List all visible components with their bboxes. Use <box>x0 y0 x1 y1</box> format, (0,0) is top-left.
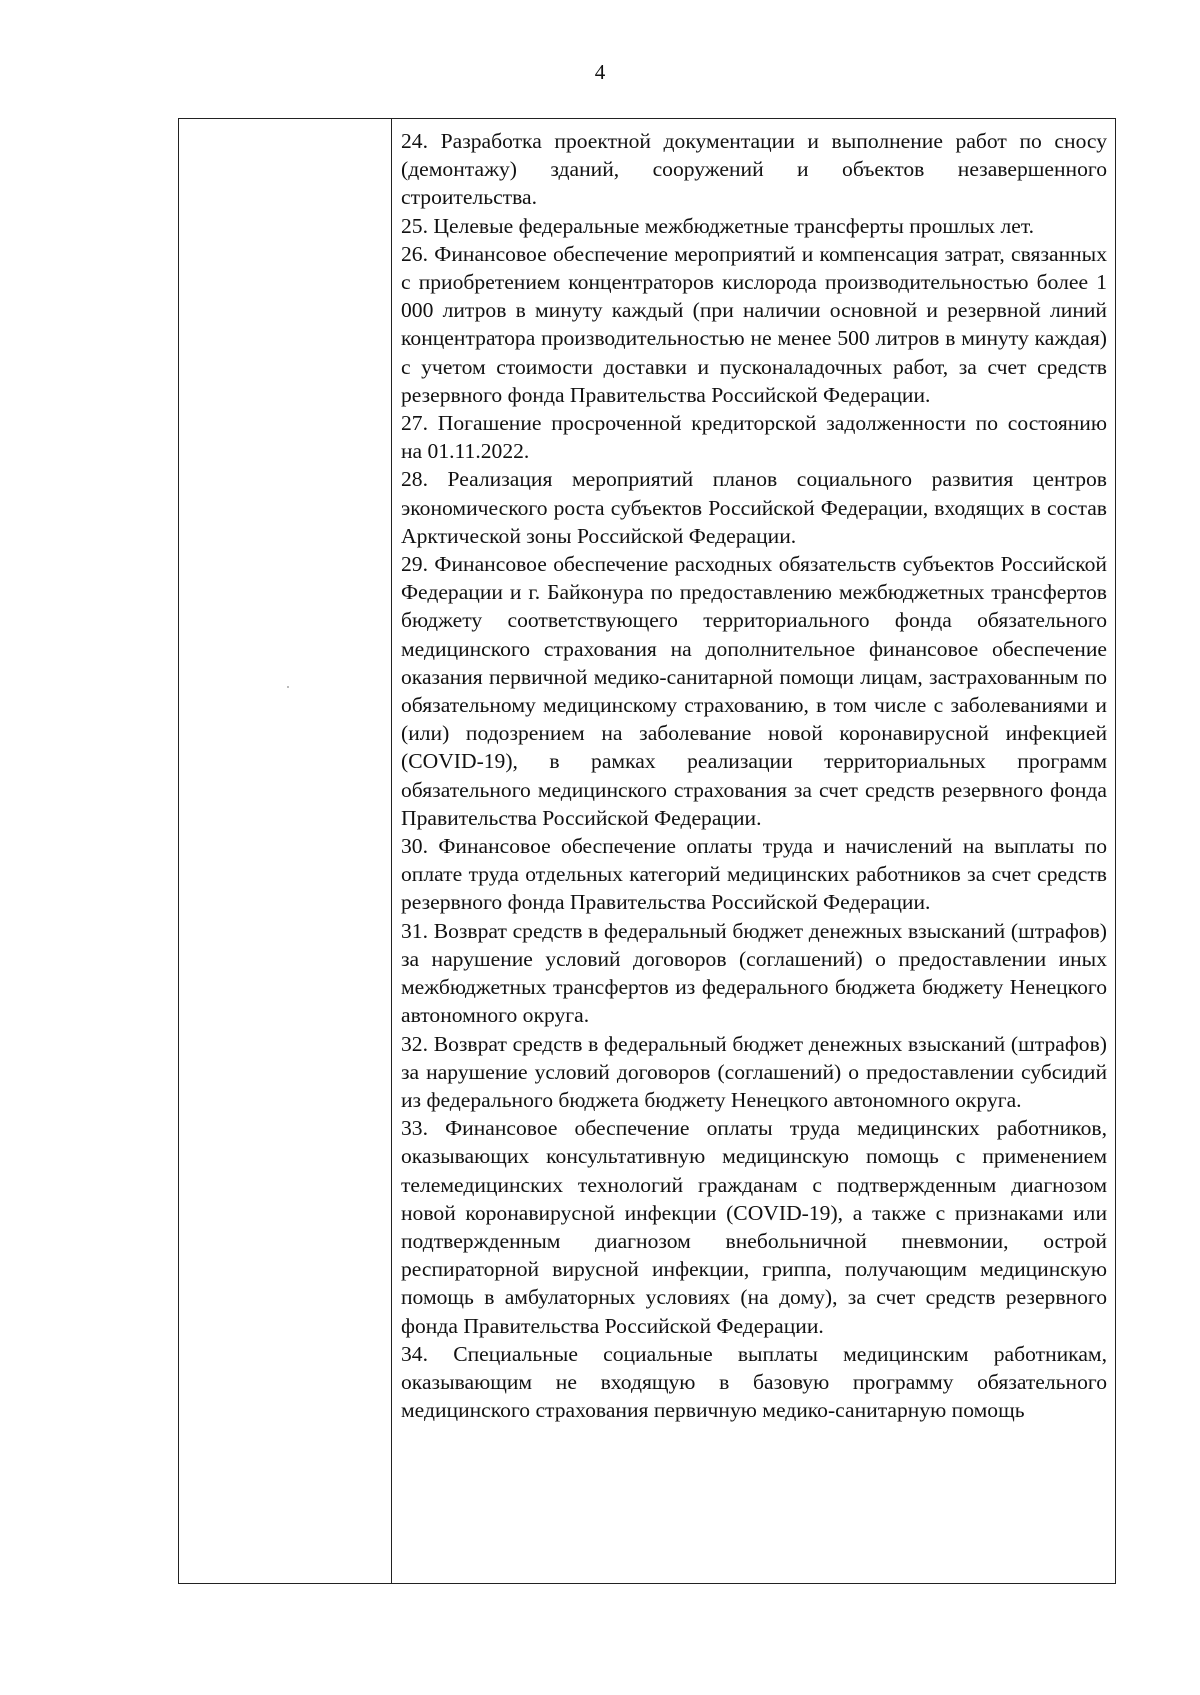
scan-speck <box>287 686 289 688</box>
table-right-column <box>392 119 1115 1583</box>
list-item-31: 31. Возврат средств в федеральный бюджет денежных взысканий (штрафов) за нарушение условий договоров (соглашений) о предоставлении иных межбюджетных трансфертов из федерального бюджета бюджету Ненецкого автономного округа. <box>401 918 1107 1028</box>
list-item-28: 28. Реализация мероприятий планов социального развития центров экономического роста субъектов Российской Федерации, входящих в состав Арктической зоны Российской Федерации. <box>401 467 1107 548</box>
list-item-33: 33. Финансовое обеспечение оплаты труда медицинских работников, оказывающих консультативную медицинскую помощь с применением телемедицинских технологий гражданам с подтвержденным диагнозом новой коронавирусной инфекции (COVID-19), а также с признаками или подтвержденным диагнозом внебольничной пневмонии, острой респираторной вирусной инфекции, гриппа, получающим медицинскую помощь в амбулаторных условиях (на дому), за счет средств резервного фонда Правительства Российской Федерации. <box>401 1116 1107 1338</box>
list-item-24: 24. Разработка проектной документации и выполнение работ по сносу (демонтажу) зданий, сооружений и объектов незавершенного строительства. <box>401 129 1107 210</box>
list-item-32: 32. Возврат средств в федеральный бюджет денежных взысканий (штрафов) за нарушение условий договоров (соглашений) о предоставлении субсидий из федерального бюджета бюджету Ненецкого автономного округа. <box>401 1031 1107 1112</box>
page-number: 4 <box>594 60 606 84</box>
list-item-25: 25. Целевые федеральные межбюджетные трансферты прошлых лет. <box>401 213 1035 238</box>
table-left-column <box>179 119 392 1583</box>
list-item-26: 26. Финансовое обеспечение мероприятий и компенсация затрат, связанных с приобретением концентраторов кислорода производительностью более 1 000 литров в минуту каждый (при наличии основной и резервной линий концентратора производительностью не менее 500 литров в минуту каждая) с учетом стоимости доставки и пусконаладочных работ, за счет средств резервного фонда Правительства Российской Федерации. <box>401 241 1107 407</box>
list-item-27: 27. Погашение просроченной кредиторской задолженности по состоянию на 01.11.2022. <box>401 411 1107 464</box>
list-item-30: 30. Финансовое обеспечение оплаты труда и начислений на выплаты по оплате труда отдельных категорий медицинских работников за счет средств резервного фонда Правительства Российской Федерации. <box>401 834 1107 915</box>
document-table <box>178 118 1116 1584</box>
list-item-34: 34. Специальные социальные выплаты медицинским работникам, оказывающим не входящую в базовую программу обязательного медицинского страхования первичную медико-санитарную помощь <box>401 1341 1107 1423</box>
list-item-29: 29. Финансовое обеспечение расходных обязательств субъектов Российской Федерации и г. Байконура по предоставлению межбюджетных трансфертов бюджету соответствующего территориального фонда обязательного медицинского страхования на дополнительное финансовое обеспечение оказания первичной медико-санитарной помощи лицам, застрахованным по обязательному медицинскому страхованию, в том числе с заболеваниями и (или) подозрением на заболевание новой коронавирусной инфекцией (COVID-19), в рамках реализации территориальных программ обязательного медицинского страхования за счет средств резервного фонда Правительства Российской Федерации. <box>401 552 1107 830</box>
